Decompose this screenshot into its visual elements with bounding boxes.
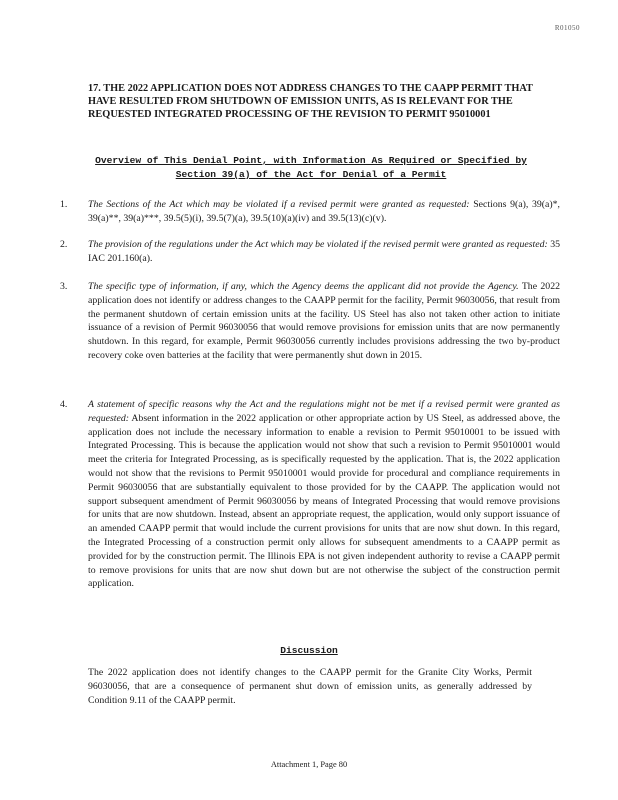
item-text [88,198,560,226]
discussion-heading: Discussion [280,645,338,656]
item-text [88,280,560,363]
document-id: R01050 [554,24,580,32]
section-heading: 17. THE 2022 APPLICATION DOES NOT ADDRESS CHANGES TO THE CAAPP PERMIT THAT HAVE RESULTED FROM SHUTDOWN OF EMISSION UNITS, AS IS RELEVANT FOR THE REQUESTED INTEGRATED PROCESSING OF THE REVISION TO PERMIT 95010001 [88,83,533,120]
item-number: 3. [60,281,68,292]
page-footer: Attachment 1, Page 80 [270,760,348,769]
item-body: 35 IAC 201.160(a). [88,239,560,264]
list-item [60,280,560,363]
item-number: 1. [60,199,68,210]
item-text [88,238,560,266]
item-number: 2. [60,239,68,250]
item-number: 4. [60,399,68,410]
list-item [60,238,560,266]
item-lead: A statement of specific reasons why the Act and the regulations might not be met if a revised permit were granted as requested: [88,399,560,424]
item-lead: The Sections of the Act which may be violated if a revised permit were granted as requested: [88,199,470,210]
item-body: Sections 9(a), 39(a)*, 39(a)**, 39(a)***, 39.5(5)(i), 39.5(7)(a), 39.5(10)(a)(iv) and 39.5(13)(c)(v). [88,199,560,224]
item-lead: The specific type of information, if any, which the Agency deems the applicant did not provide the Agency. [88,281,519,292]
discussion-text: The 2022 application does not identify changes to the CAAPP permit for the Granite City Works, Permit 96030056, that are a consequence of permanent shut down of emission units, as generally addressed by Condition 9.11 of the CAAPP permit. [88,667,532,706]
list-item [60,398,560,591]
item-text [88,398,560,591]
item-lead: The provision of the regulations under the Act which may be violated if the revised permit were granted as requested: [88,239,548,250]
overview-subheading: Overview of This Denial Point, with Information As Required or Specified by Section 39(a) of the Act for Denial of a Permit [95,155,527,180]
item-body: Absent information in the 2022 application or other appropriate action by US Steel, as addressed above, the application does not include the necessary information to enable a revision to Permit 95010001 to be issued with Integrated Processing. This is because the application would not show that such a revision to Permit 95010001 would meet the criteria for Integrated Processing, as is specifically requested by the application. That is, the 2022 application would not show that the revisions to Permit 95010001 would provide for procedural and compliance requirements in Permit 96030056 that are substantially equivalent to those provided for by the CAAPP. The application would not support subsequent amendment of Permit 96030056 by means of Integrated Processing that would remove provisions for units that are now shutdown. Instead, absent an appropriate request, the application, would only support issuance of an amended CAAPP permit that would include the current provisions for units that are now shut down. In this regard, the Integrated Processing of a construction permit only allows for subsequent amendments to a CAAPP permit as provided for by the construction permit. The Illinois EPA is not given independent authority to revise a CAAPP permit to remove provisions for units that are now shut down but are not otherwise the subject of the construction permit application. [88,412,560,590]
item-body: The 2022 application does not identify or address changes to the CAAPP permit for the facility, Permit 96030056, that result from the permanent shutdown of certain emission units at the facility. US Steel has also not taken other action to initiate issuance of a revision of Permit 96030056 that would remove provisions for emission units that are now permanently shutdown. In this regard, for example, Permit 96030056 currently includes provisions addressing the two by-product recovery coke oven batteries at the facility that were permanently shut down in 2015. [88,281,561,361]
list-item [60,198,560,226]
